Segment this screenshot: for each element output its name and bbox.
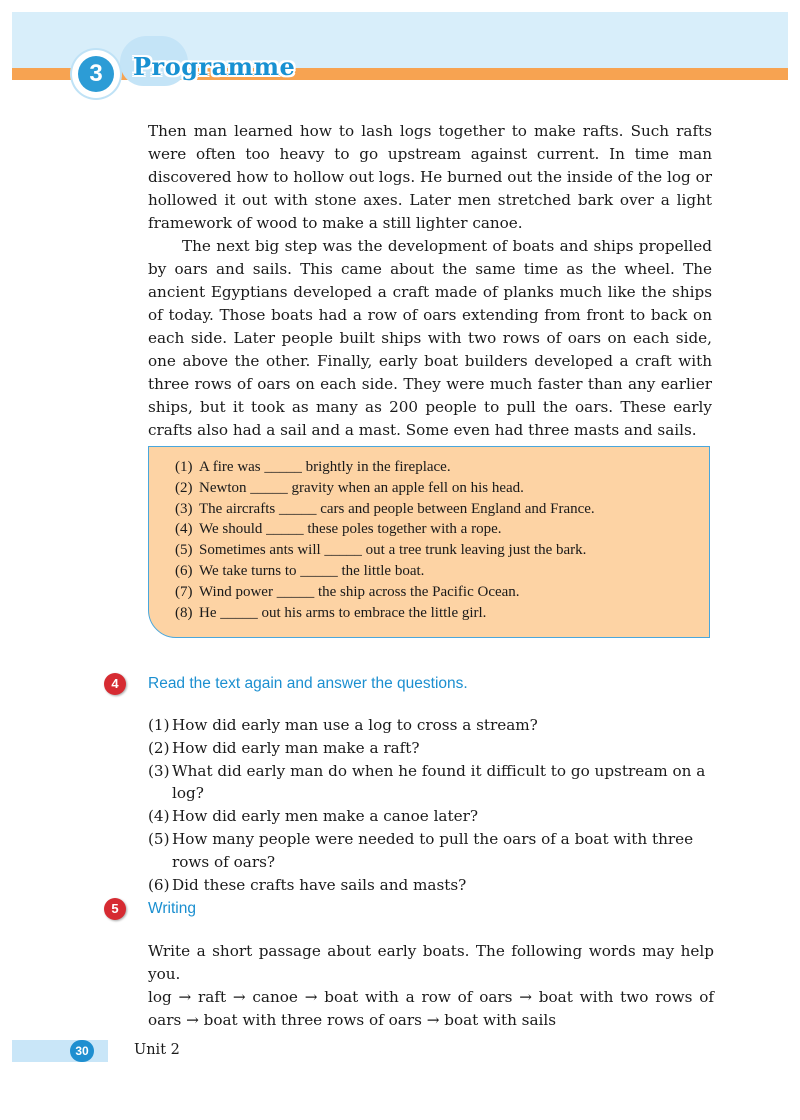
question-text: What did early man do when he found it difficult to go upstream on a log? <box>172 761 706 803</box>
item-text: Sometimes ants will _____ out a tree trunk leaving just the bark. <box>199 542 587 559</box>
page-number: 30 <box>70 1040 94 1062</box>
item-text: We should _____ these poles together with a rope. <box>199 521 502 538</box>
question-text: How did early man make a raft? <box>172 738 420 757</box>
question-number: (3) <box>148 761 170 780</box>
section-number: 3 <box>78 56 114 92</box>
list-item <box>175 603 595 624</box>
item-number: (6) <box>175 562 193 579</box>
word-chain: log → raft → canoe → boat with a row of oars → boat with two rows of oars → boat with three rows of oars → boat with sails <box>148 988 714 1029</box>
section-number-badge <box>72 50 120 98</box>
item-number: (7) <box>175 583 193 600</box>
task-4-badge: 4 <box>104 673 126 695</box>
reading-passage <box>148 120 712 442</box>
exercise-list <box>175 457 595 623</box>
question-text: How did early man use a log to cross a stream? <box>172 716 538 734</box>
list-item <box>175 582 595 603</box>
list-item <box>175 478 595 499</box>
question-number: (1) <box>148 716 170 734</box>
question-number: (4) <box>148 807 170 826</box>
item-text: We take turns to _____ the little boat. <box>199 562 425 579</box>
fill-in-blanks-box <box>148 446 710 638</box>
passage-paragraph: Then man learned how to lash logs together to make rafts. Such rafts were often too heavy to go upstream against current. In time man discovered how to hollow out logs. He burned out the inside of the log or hollowed it out with stone axes. Later men stretched bark over a light framework of wood to make a still lighter canoe. <box>148 122 712 232</box>
item-number: (3) <box>175 500 193 517</box>
list-item <box>148 828 728 874</box>
list-item <box>148 805 728 828</box>
item-text: The aircrafts _____ cars and people between England and France. <box>199 500 595 517</box>
item-number: (2) <box>175 479 193 496</box>
question-list <box>148 714 728 896</box>
item-number: (5) <box>175 542 193 559</box>
unit-label: Unit 2 <box>134 1042 180 1058</box>
list-item <box>148 760 728 806</box>
list-item <box>175 499 595 520</box>
passage-paragraph: The next big step was the development of boats and ships propelled by oars and sails. This came about the same time as the wheel. The ancient Egyptians developed a craft made of planks much like the ships of today. Those boats had a row of oars extending from front to back on each side. Later people built ships with two rows of oars on each side, one above the other. Finally, early boat builders developed a craft with three rows of oars on each side. They were much faster than any earlier ships, but it took as many as 200 people to pull the oars. These early crafts also had a sail and a mast. Some even had three masts and sails. <box>148 237 712 439</box>
item-number: (8) <box>175 604 193 621</box>
list-item <box>175 519 595 540</box>
item-text: Wind power _____ the ship across the Pacific Ocean. <box>199 583 520 600</box>
question-number: (6) <box>148 875 170 894</box>
item-number: (4) <box>175 521 193 538</box>
item-number: (1) <box>175 459 193 475</box>
task-5-badge: 5 <box>104 898 126 920</box>
item-text: A fire was _____ brightly in the fireplace. <box>199 459 451 475</box>
question-number: (5) <box>148 829 170 848</box>
list-item <box>175 540 595 561</box>
list-item <box>148 714 728 737</box>
item-text: Newton _____ gravity when an apple fell on his head. <box>199 479 524 496</box>
list-item <box>175 457 595 478</box>
list-item <box>148 737 728 760</box>
list-item <box>148 874 728 897</box>
section-title: Programme <box>133 52 296 81</box>
question-text: Did these crafts have sails and masts? <box>172 875 467 894</box>
task-5-title: Writing <box>148 900 196 917</box>
task-4-title: Read the text again and answer the questions. <box>148 675 468 692</box>
writing-task <box>148 940 714 1032</box>
list-item <box>175 561 595 582</box>
question-text: How many people were needed to pull the oars of a boat with three rows of oars? <box>172 829 694 871</box>
writing-instruction: Write a short passage about early boats. The following words may help you. <box>148 942 714 983</box>
question-text: How did early men make a canoe later? <box>172 807 478 826</box>
question-number: (2) <box>148 738 170 757</box>
item-text: He _____ out his arms to embrace the little girl. <box>199 604 487 621</box>
